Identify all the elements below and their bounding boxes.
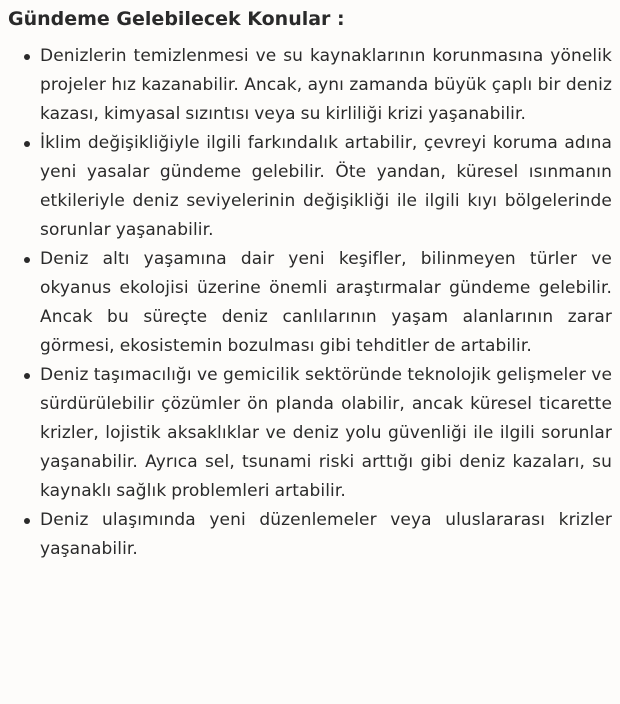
list-item: Deniz ulaşımında yeni düzenlemeler veya uluslararası krizler yaşanabilir. — [8, 506, 612, 564]
topic-list — [8, 42, 612, 564]
section-heading: Gündeme Gelebilecek Konular : — [8, 8, 345, 30]
list-item: İklim değişikliğiyle ilgili farkındalık artabilir, çevreyi koruma adına yeni yasalar gündeme gelebilir. Öte yandan, küresel ısınmanın etkileriyle deniz seviyelerinin değişikliği ile ilgili kıyı bölgelerinde sorunlar yaşanabilir. — [8, 129, 612, 245]
list-item: Denizlerin temizlenmesi ve su kaynaklarının korunmasına yönelik projeler hız kazanabilir. Ancak, aynı zamanda büyük çaplı bir deniz kazası, kimyasal sızıntısı veya su kirliliği krizi yaşanabilir. — [8, 42, 612, 129]
list-item: Deniz altı yaşamına dair yeni keşifler, bilinmeyen türler ve okyanus ekolojisi üzerine önemli araştırmalar gündeme gelebilir. Ancak bu süreçte deniz canlılarının yaşam alanlarının zarar görmesi, ekosistemin bozulması gibi tehditler de artabilir. — [8, 245, 612, 361]
list-item: Deniz taşımacılığı ve gemicilik sektöründe teknolojik gelişmeler ve sürdürülebilir çözümler ön planda olabilir, ancak küresel ticarette krizler, lojistik aksaklıklar ve deniz yolu güvenliği ile ilgili sorunlar yaşanabilir. Ayrıca sel, tsunami riski arttığı gibi deniz kazaları, su kaynaklı sağlık problemleri artabilir. — [8, 361, 612, 506]
